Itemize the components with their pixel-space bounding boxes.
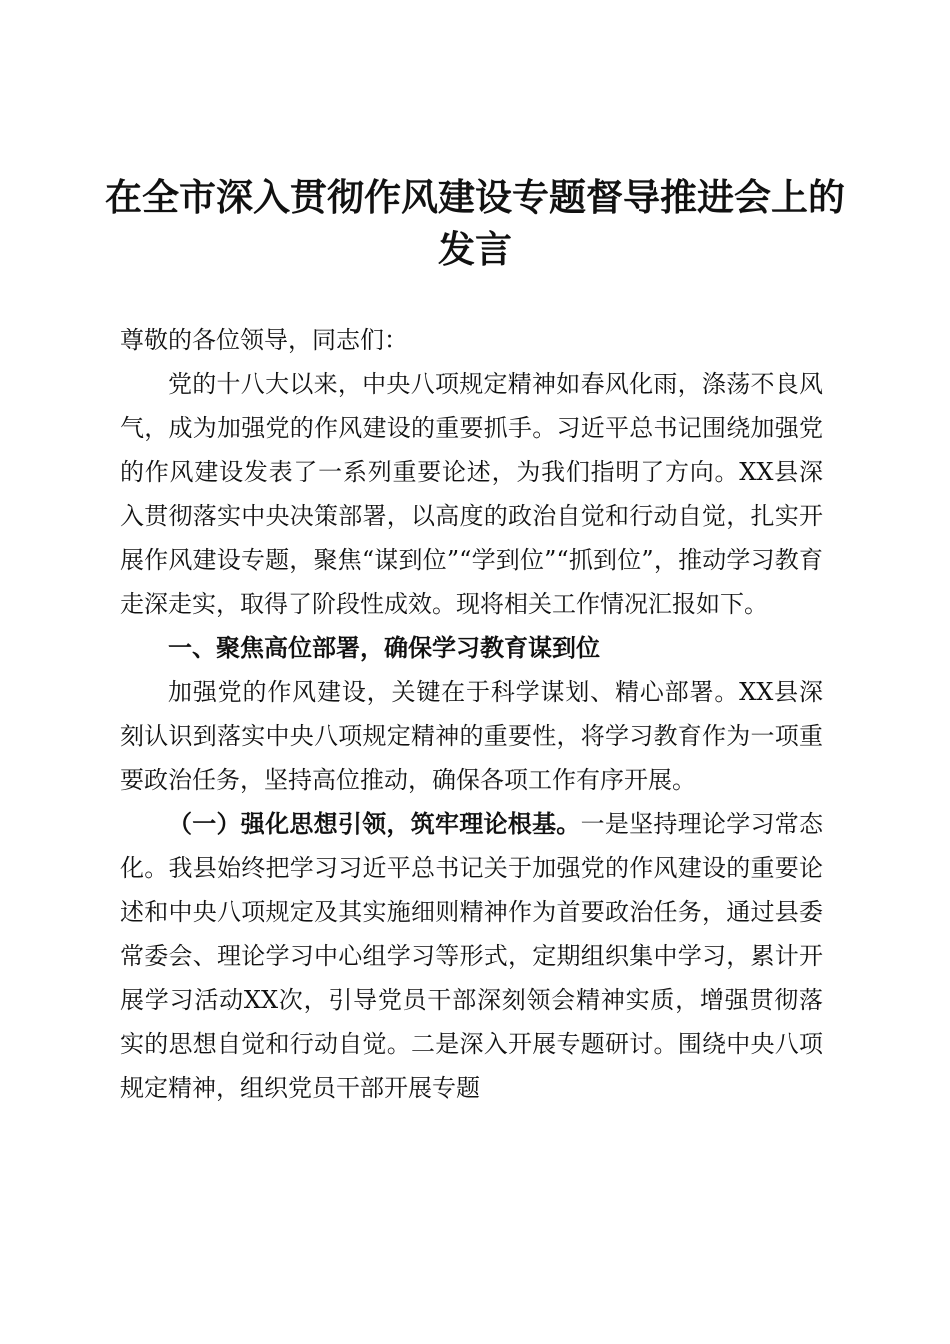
subsection-1-text: 一是坚持理论学习常态化。我县始终把学习习近平总书记关于加强党的作风建设的重要论述和中央八项规定及其实施细则精神作为首要政治任务，通过县委常委会、理论学习中心组学习等形式，定期组织集中学习，累计开展学习活动XX次，引导党员干部深刻领会精神实质，增强贯彻落实的思想自觉和行动自觉。二是深入开展专题研讨。围绕中央八项规定精神，组织党员干部开展专题	[120, 810, 824, 1102]
document-title	[100, 172, 850, 276]
title-line-2: 发言	[438, 228, 512, 271]
subsection-1-paragraph	[120, 802, 823, 1110]
section-1-paragraph: 加强党的作风建设，关键在于科学谋划、精心部署。XX县深刻认识到落实中央八项规定精神的重要性，将学习教育作为一项重要政治任务，坚持高位推动，确保各项工作有序开展。	[120, 678, 823, 794]
intro-paragraph: 党的十八大以来，中央八项规定精神如春风化雨，涤荡不良风气，成为加强党的作风建设的重要抓手。习近平总书记围绕加强党的作风建设发表了一系列重要论述，为我们指明了方向。XX县深入贯彻落实中央决策部署，以高度的政治自觉和行动自觉，扎实开展作风建设专题，聚焦“谋到位”“学到位”“抓到位”，推动学习教育走深走实，取得了阶段性成效。现将相关工作情况汇报如下。	[120, 370, 823, 618]
subsection-1-heading: （一）强化思想引领，筑牢理论根基。	[168, 810, 581, 838]
document-body	[120, 318, 823, 1110]
section-1-heading: 一、聚焦高位部署，确保学习教育谋到位	[168, 634, 600, 662]
title-line-1: 在全市深入贯彻作风建设专题督导推进会上的	[105, 176, 845, 219]
salutation: 尊敬的各位领导，同志们：	[120, 326, 408, 354]
